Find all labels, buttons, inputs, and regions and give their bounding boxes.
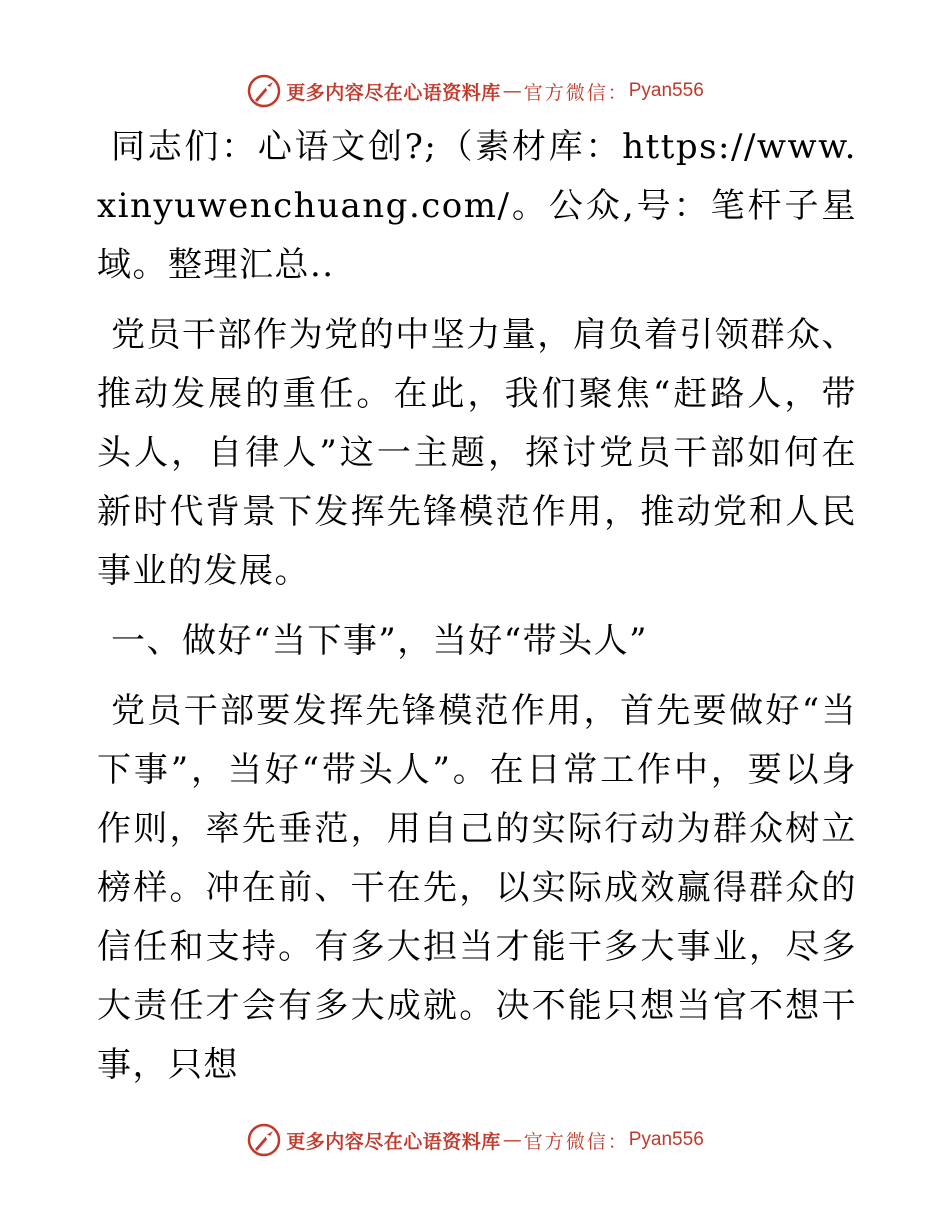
footer-wechat-id: Pyan556 — [628, 1129, 704, 1150]
intro-paragraph: 同志们：心语文创?;（素材库：https://www.xinyuwenchuang.com/。公众,号：笔杆子星域。整理汇总.. — [97, 127, 857, 285]
footer-separator: — — [502, 1129, 522, 1151]
pen-nib-circle-icon — [246, 73, 282, 109]
pen-nib-circle-icon — [246, 1122, 282, 1158]
header-wechat-id: Pyan556 — [628, 80, 704, 101]
paragraph-2: 党员干部要发挥先锋模范作用，首先要做好“当下事”，当好“带头人”。在日常工作中，要以身作则，率先垂范，用自己的实际行动为群众树立榜样。冲在前、干在先，以实际成效赢得群众的信任和支持。有多大担当才能干多大事业，尽多大责任才会有多大成就。决不能只想当官不想干事，只想 — [97, 691, 857, 1085]
footer-banner — [0, 1120, 950, 1160]
header-separator: — — [502, 80, 522, 102]
header-brand-text: 更多内容尽在心语资料库 — [286, 81, 501, 104]
header-official-label: 官方微信： — [523, 81, 629, 104]
footer-brand-text: 更多内容尽在心语资料库 — [286, 1130, 501, 1153]
header-banner — [0, 71, 950, 111]
document-body — [97, 118, 857, 1106]
paragraph-1: 党员干部作为党的中坚力量，肩负着引领群众、推动发展的重任。在此，我们聚焦“赶路人，带头人，自律人”这一主题，探讨党员干部如何在新时代背景下发挥先锋模范作用，推动党和人民事业的发展。 — [97, 315, 857, 591]
section-heading-1: 一、做好“当下事”，当好“带头人” — [111, 621, 649, 661]
footer-official-label: 官方微信： — [523, 1130, 629, 1153]
